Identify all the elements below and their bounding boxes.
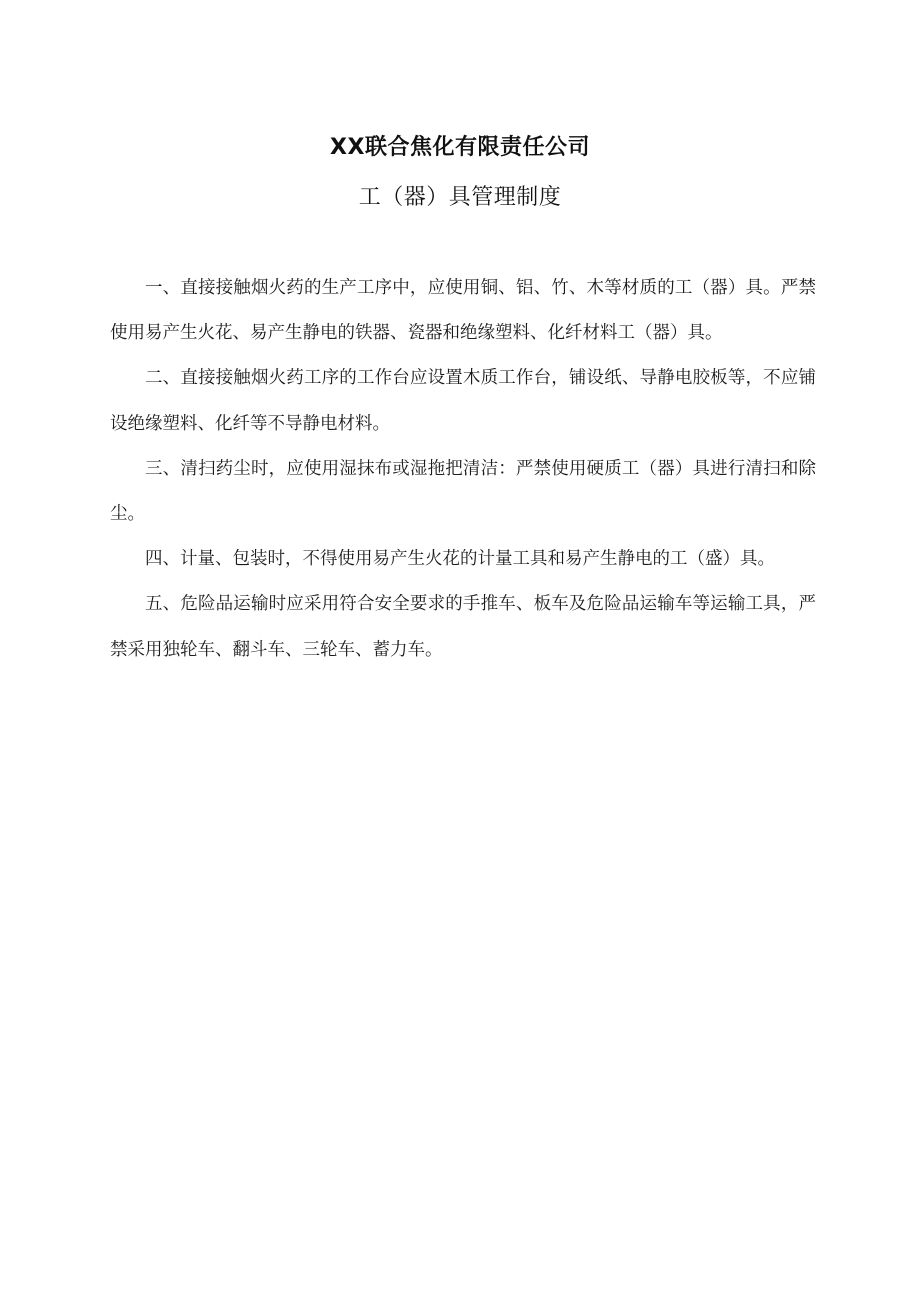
document-title: 工（器）具管理制度 — [358, 185, 562, 210]
paragraph-5: 五、危险品运输时应采用符合安全要求的手推车、板车及危险品运输车等运输工具，严禁采用独轮车、翻斗车、三轮车、蓄力车。 — [110, 594, 816, 660]
paragraph-4: 四、计量、包装时，不得使用易产生火花的计量工具和易产生静电的工（盛）具。 — [145, 549, 775, 570]
document-body — [110, 266, 816, 673]
paragraph-2: 二、直接接触烟火药工序的工作台应设置木质工作台，铺设纸、导静电胶板等，不应铺设绝缘塑料、化纤等不导静电材料。 — [110, 368, 816, 434]
paragraph-3: 三、清扫药尘时，应使用湿抹布或湿拖把清洁：严禁使用硬质工（器）具进行清扫和除尘。 — [110, 458, 816, 525]
paragraph-1: 一、直接接触烟火药的生产工序中，应使用铜、铝、竹、木等材质的工（器）具。严禁使用易产生火花、易产生静电的铁器、瓷器和绝缘塑料、化纤材料工（器）具。 — [110, 278, 816, 344]
company-title: XX联合焦化有限责任公司 — [330, 135, 590, 160]
